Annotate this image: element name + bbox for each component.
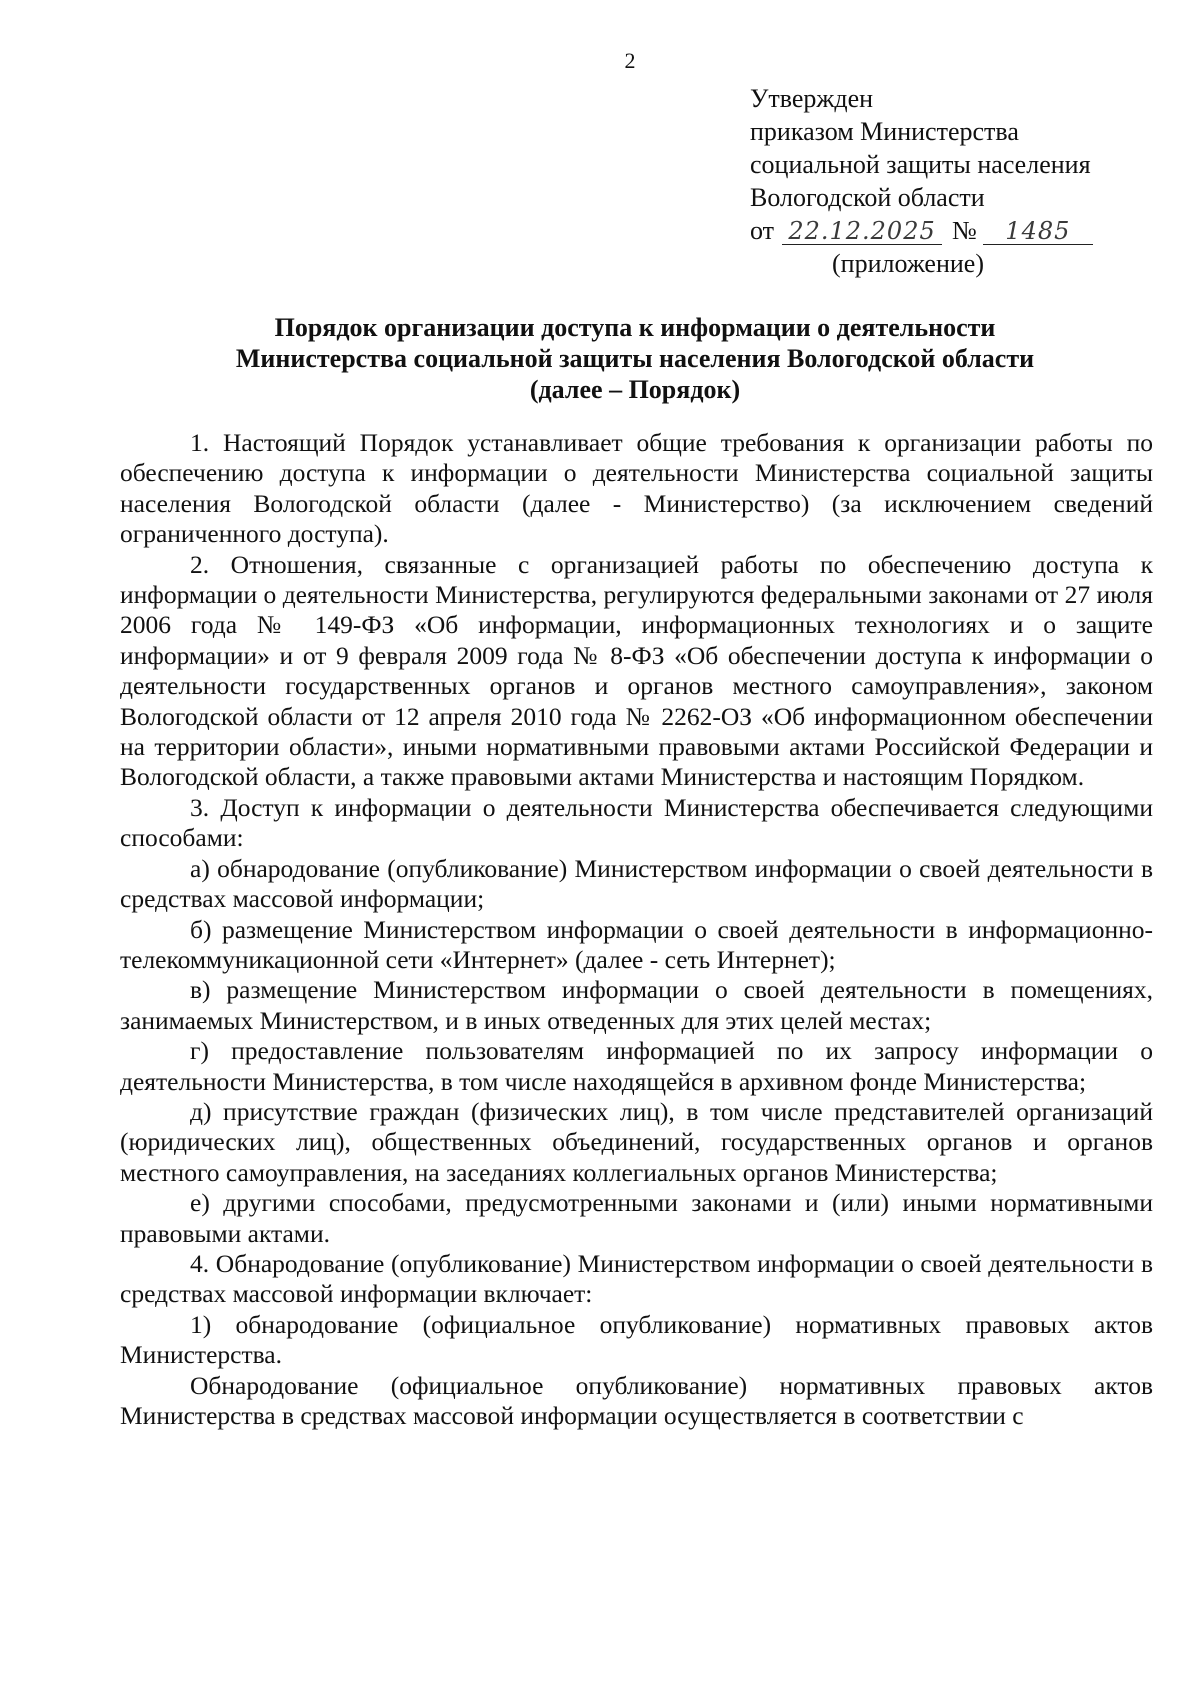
- title-line: Министерства социальной защиты населения Вологодской области: [235, 344, 1035, 373]
- list-item-b: б) размещение Министерством информации о своей деятельности в информационно-телекоммуникационной сети «Интернет» (далее - сеть Интернет);: [120, 914, 1153, 974]
- approval-block: [750, 82, 1170, 280]
- list-item-e: е) другими способами, предусмотренными законами и (или) иными нормативными правовыми актами.: [120, 1188, 1153, 1248]
- list-item-a: а) обнародование (опубликование) Министерством информации о своей деятельности в средствах массовой информации;: [120, 853, 1153, 914]
- handwritten-number: 1485: [983, 218, 1093, 245]
- document-body: [120, 428, 1153, 1431]
- list-item-v: в) размещение Министерством информации о своей деятельности в помещениях, занимаемых Министерством, и в иных отведенных для этих целей местах;: [120, 975, 1153, 1035]
- list-item-g: г) предоставление пользователям информацией по их запросу информации о деятельности Министерства, в том числе находящейся в архивном фонде Министерства;: [120, 1036, 1153, 1096]
- approval-line: приказом Министерства: [750, 117, 1019, 146]
- list-item-d: д) присутствие граждан (физических лиц), в том числе представителей организаций (юридических лиц), общественных объединений, государственных органов и органов местного самоуправления, на заседаниях коллегиальных органов Министерства;: [120, 1096, 1153, 1187]
- approval-line: Утвержден: [750, 84, 874, 113]
- document-title: [120, 312, 1150, 405]
- paragraph-4: 4. Обнародование (опубликование) Министерством информации о своей деятельности в средствах массовой информации включает:: [120, 1248, 1153, 1309]
- page-number: 2: [624, 48, 636, 73]
- approval-line: Вологодской области: [750, 183, 985, 212]
- date-prefix: от: [750, 216, 775, 245]
- paragraph-continuation: Обнародование (официальное опубликование) нормативных правовых актов Министерства в средствах массовой информации осуществляется в соответствии с: [120, 1370, 1153, 1430]
- approval-date-number-line: [750, 214, 1170, 247]
- handwritten-date: 22.12.2025: [782, 218, 942, 245]
- title-line: Порядок организации доступа к информации о деятельности: [274, 313, 996, 342]
- paragraph-3: 3. Доступ к информации о деятельности Министерства обеспечивается следующими способами:: [120, 792, 1153, 853]
- approval-line: социальной защиты населения: [750, 150, 1091, 179]
- attachment-label: (приложение): [832, 249, 985, 278]
- number-prefix: №: [952, 216, 977, 245]
- subitem-1: 1) обнародование (официальное опубликование) нормативных правовых актов Министерства.: [120, 1309, 1153, 1370]
- paragraph-2: 2. Отношения, связанные с организацией работы по обеспечению доступа к информации о деятельности Министерства, регулируются федеральными законами от 27 июля 2006 года № 149-ФЗ «Об информации, информационных технологиях и о защите информации» и от 9 февраля 2009 года № 8-ФЗ «Об обеспечении доступа к информации о деятельности государственных органов и органов местного самоуправления», законом Вологодской области от 12 апреля 2010 года № 2262-ОЗ «Об информационном обеспечении на территории области», иными нормативными правовыми актами Российской Федерации и Вологодской области, а также правовыми актами Министерства и настоящим Порядком.: [120, 549, 1153, 792]
- title-line: (далее – Порядок): [529, 375, 741, 404]
- paragraph-1: 1. Настоящий Порядок устанавливает общие требования к организации работы по обеспечению доступа к информации о деятельности Министерства социальной защиты населения Вологодской области (далее - Министерство) (за исключением сведений ограниченного доступа).: [120, 428, 1153, 549]
